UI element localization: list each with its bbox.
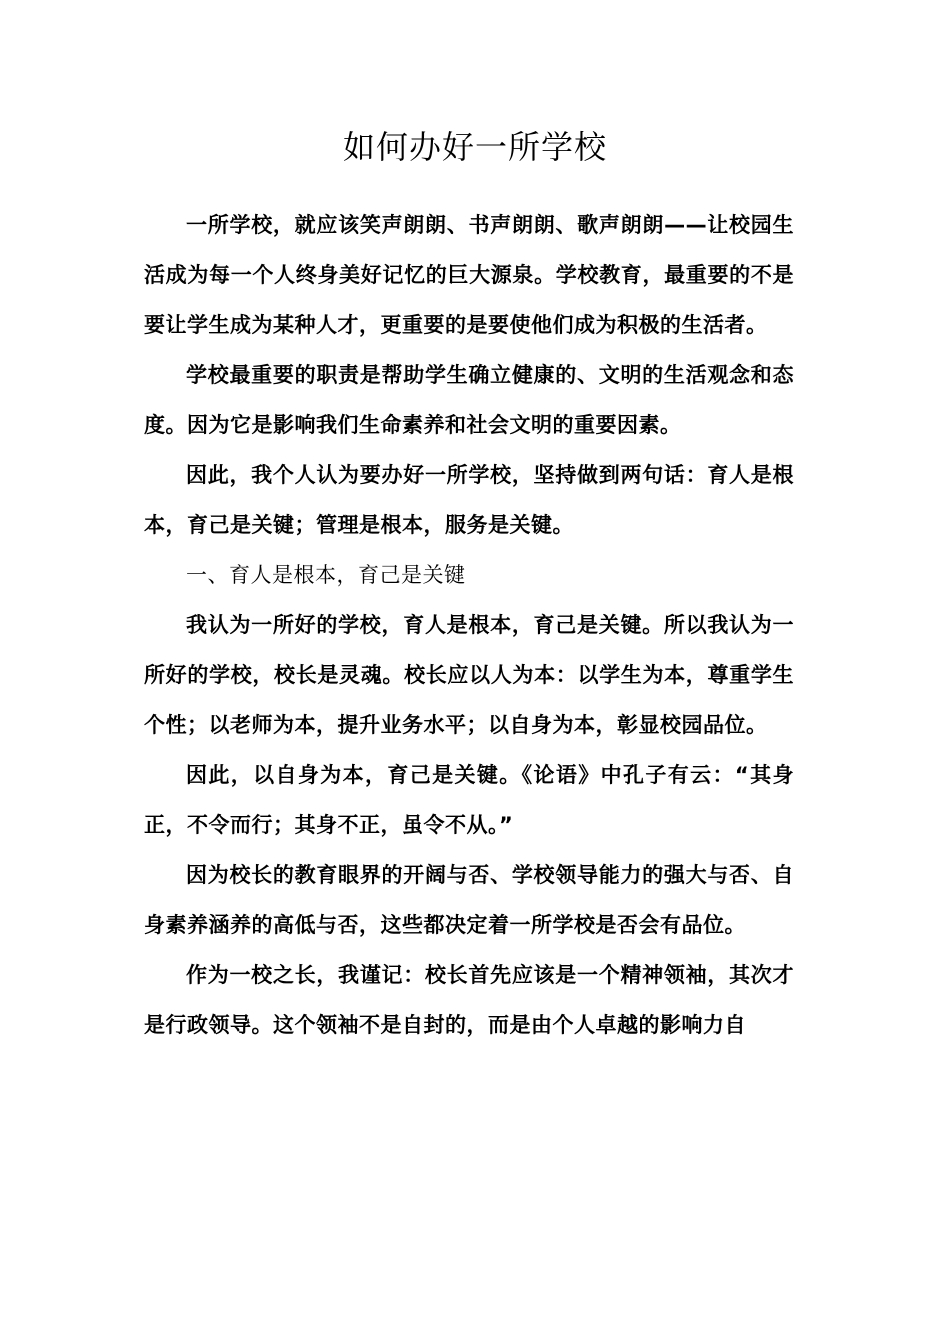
document-body (144, 200, 794, 1050)
paragraph-4: 我认为一所好的学校，育人是根本，育己是关键。所以我认为一所好的学校，校长是灵魂。校长应以人为本：以学生为本，尊重学生个性；以老师为本，提升业务水平；以自身为本，彰显校园品位。 (144, 613, 794, 737)
paragraph-5: 因此，以自身为本，育己是关键。《论语》中孔子有云：“其身正，不令而行；其身不正，虽令不从。” (144, 763, 794, 837)
section-heading-1: 一、育人是根本，育己是关键 (186, 563, 466, 587)
paragraph-3: 因此，我个人认为要办好一所学校，坚持做到两句话：育人是根本，育己是关键；管理是根本，服务是关键。 (144, 463, 794, 537)
paragraph-1: 一所学校，就应该笑声朗朗、书声朗朗、歌声朗朗——让校园生活成为每一个人终身美好记忆的巨大源泉。学校教育，最重要的不是要让学生成为某种人才，更重要的是要使他们成为积极的生活者。 (144, 213, 794, 337)
paragraph-6: 因为校长的教育眼界的开阔与否、学校领导能力的强大与否、自身素养涵养的高低与否，这些都决定着一所学校是否会有品位。 (144, 863, 794, 937)
document-title: 如何办好一所学校 (342, 128, 607, 166)
paragraph-2: 学校最重要的职责是帮助学生确立健康的、文明的生活观念和态度。因为它是影响我们生命素养和社会文明的重要因素。 (144, 363, 794, 437)
paragraph-7: 作为一校之长，我谨记：校长首先应该是一个精神领袖，其次才是行政领导。这个领袖不是自封的，而是由个人卓越的影响力自 (144, 963, 794, 1037)
